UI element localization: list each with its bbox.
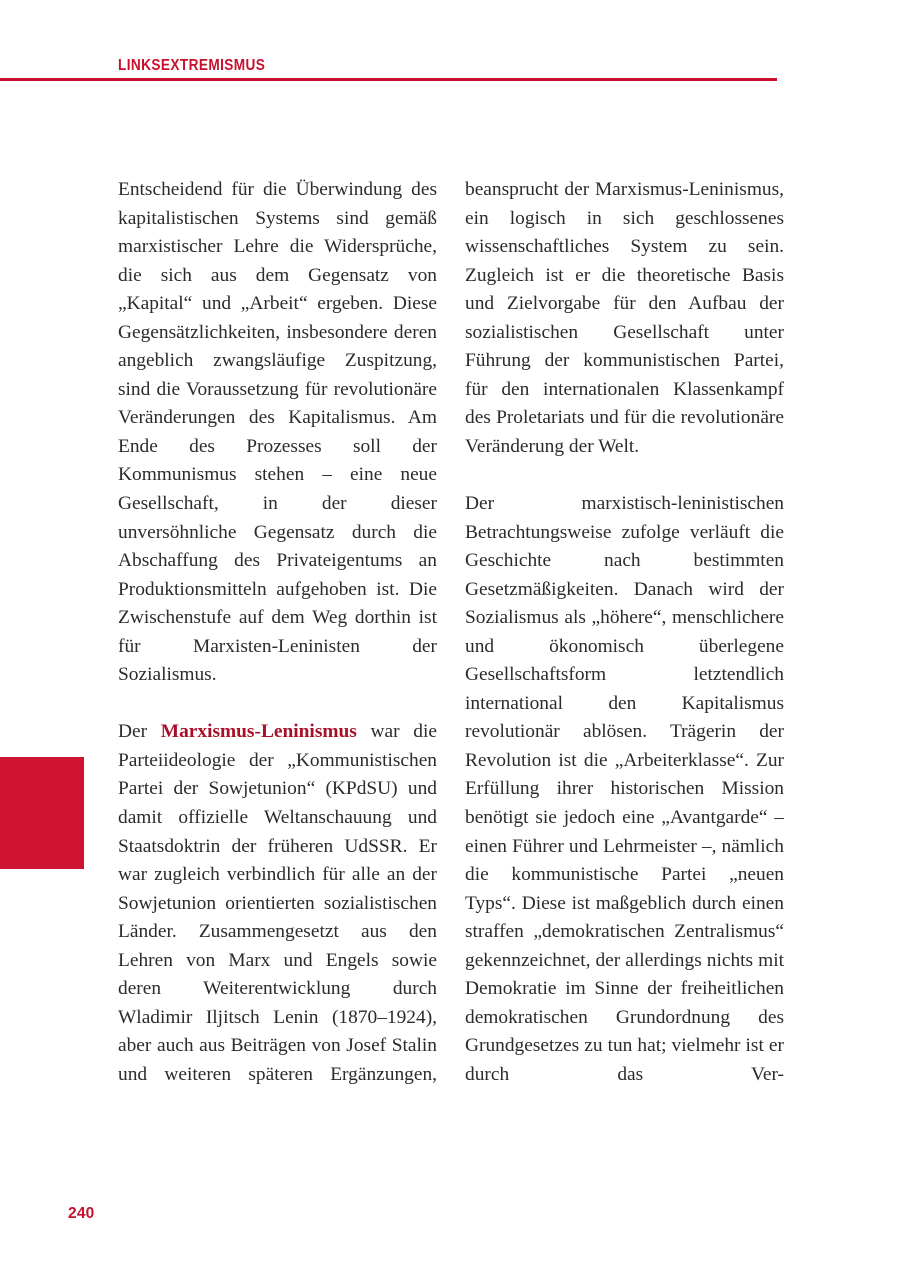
paragraph: Entscheidend für die Überwindung des kapitalistischen Systems sind gemäß marxistischer Lehre die Widersprüche, die sich aus dem Gegensatz von „Kapital“ und „Arbeit“ ergeben. Diese Gegensätzlichkeiten, insbesondere deren angeblich zwangsläufige Zuspitzung, sind die Voraussetzung für revolutionäre Veränderungen des Kapitalismus. Am Ende des Prozesses soll der Kommunismus stehen – eine neue Gesellschaft, in der dieser unversöhnliche Gegensatz durch die Abschaffung des Privateigentums an Produktionsmitteln aufgehoben ist. Die Zwischenstufe auf dem Weg dorthin ist für Marxisten-Leninisten der Sozialismus.	[118, 179, 437, 686]
text-column-left	[118, 176, 437, 1090]
paragraph: beansprucht der Marxismus-Leninismus, ein logisch in sich geschlossenes wissenschaftliches System zu sein. Zugleich ist er die theoretische Basis und Zielvorgabe für den Aufbau der sozialistischen Gesellschaft unter Führung der kommunistischen Partei, für den internationalen Klassenkampf des Proletariats und für die revolutionäre Veränderung der Welt.	[465, 179, 784, 457]
margin-thumb-tab	[0, 757, 84, 869]
running-head: LINKSEXTREMISMUS	[118, 57, 266, 74]
body-columns	[118, 176, 784, 1085]
text-column-right	[465, 176, 784, 1090]
header-rule	[0, 78, 777, 81]
paragraph: Der marxistisch-leninistischen Betrachtungsweise zufolge verläuft die Geschichte nach bestimmten Gesetzmäßigkeiten. Danach wird der Sozialismus als „höhere“, menschlichere und ökonomisch überlegene Gesellschaftsform letztendlich international den Kapitalismus revolutionär ablösen. Trägerin der Revolution ist die „Arbeiterklasse“. Zur Erfüllung ihrer historischen Mission benötigt sie jedoch eine „Avantgarde“ – einen Führer und Lehrmeister –, nämlich die kommunistische Partei „neuen Typs“. Diese ist maßgeblich durch einen straffen „demokratischen Zentralismus“ gekennzeichnet, der allerdings nichts mit Demokratie im Sinne der freiheitlichen demokratischen Grundordnung des Grundgesetzes zu tun hat; vielmehr ist er durch das Ver-	[465, 493, 784, 1085]
highlighted-term: Marxismus-Leninismus	[160, 721, 357, 743]
page-number: 240	[68, 1205, 95, 1222]
paragraph: Der Marxismus-Leninismus war die Parteiideologie der „Kommunistischen Partei der Sowjetunion“ (KPdSU) und damit offizielle Weltanschauung und Staatsdoktrin der früheren UdSSR. Er war zugleich verbindlich für alle an der Sowjetunion orientierten sozialistischen Länder. Zusammengesetzt aus den Lehren von Marx und Engels sowie deren Weiterentwicklung durch Wladimir Iljitsch Lenin (1870–1924), aber auch aus Beiträgen von Josef Stalin und weiteren späteren Ergänzungen,	[118, 721, 437, 1085]
